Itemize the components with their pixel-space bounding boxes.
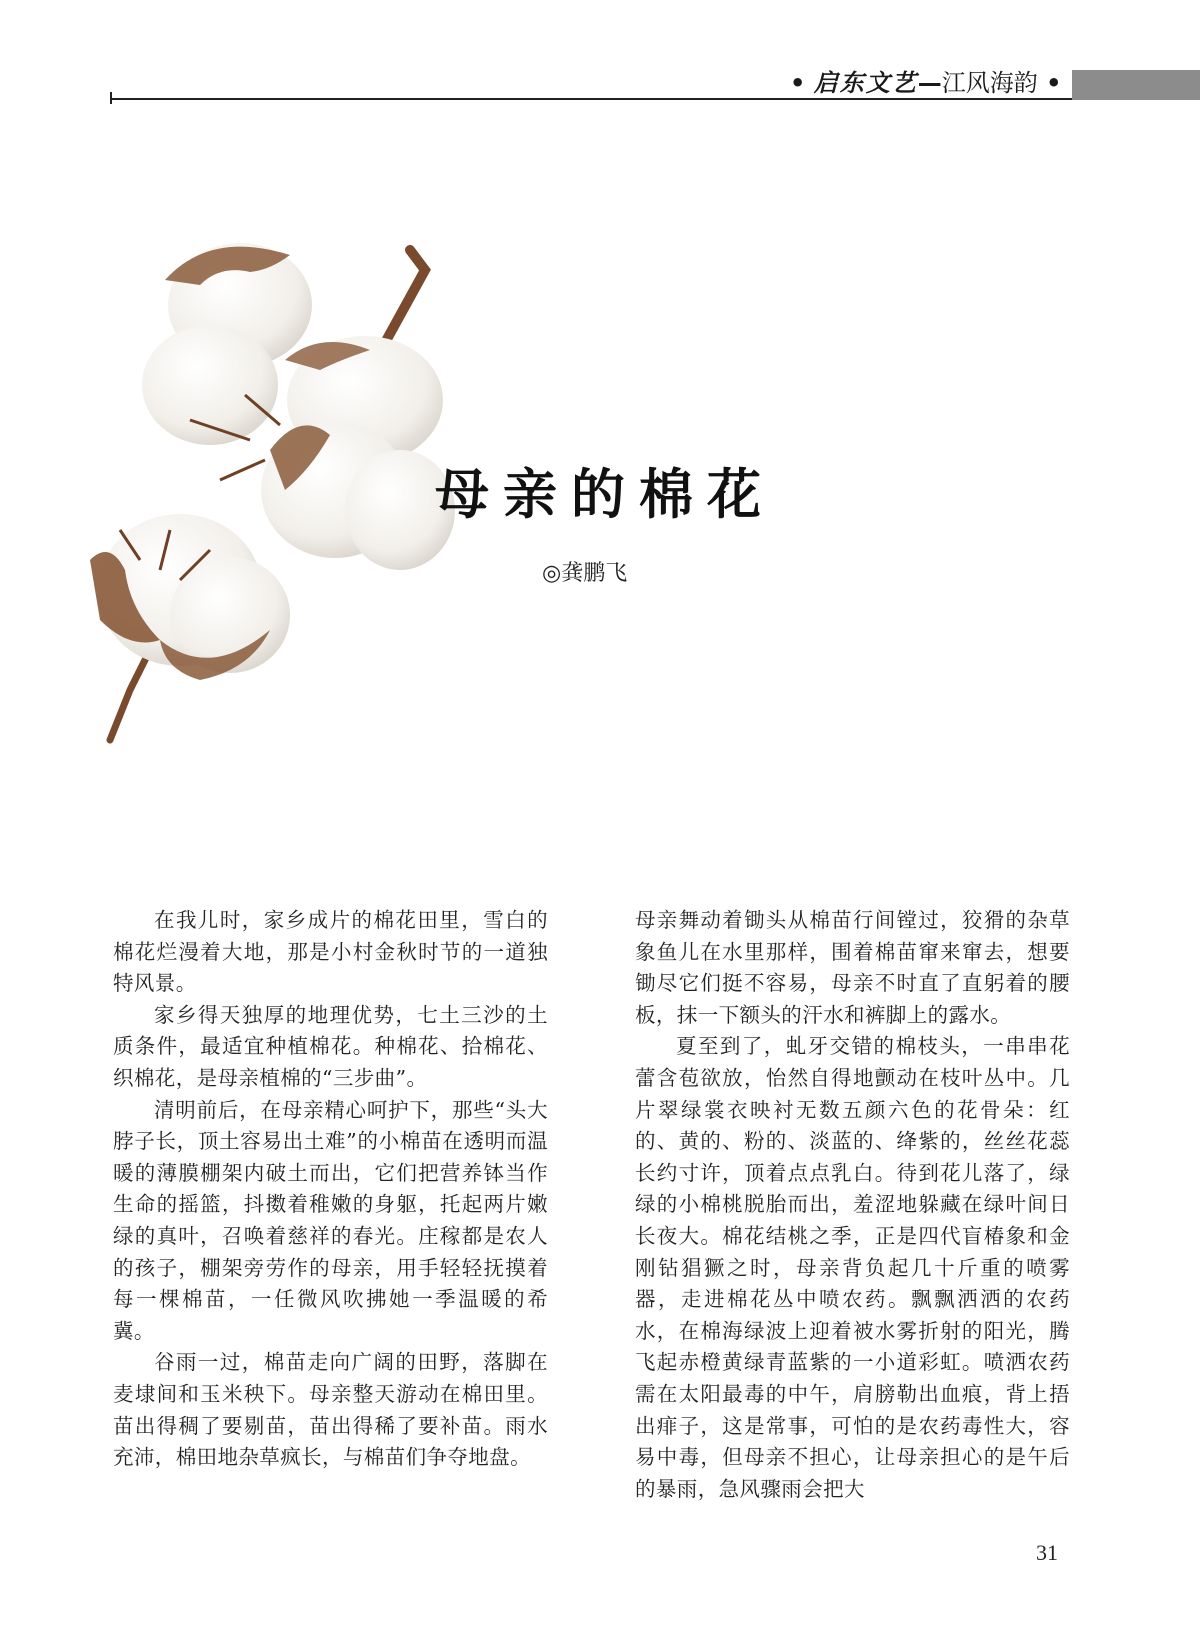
paragraph: 清明前后，在母亲精心呵护下，那些“头大脖子长，顶土容易出土难”的小棉苗在透明而温暖的薄膜棚架内破土而出，它们把营养钵当作生命的摇篮，抖擞着稚嫩的身躯，托起两片嫩绿的真叶，召唤着慈祥的春光。庄稼都是农人的孩子，棚架旁劳作的母亲，用手轻轻抚摸着每一棵棉苗，一任微风吹拂她一季温暖的希冀。: [113, 1097, 548, 1343]
header-bullet-right: •: [1046, 69, 1062, 97]
page-number: 31: [1036, 1540, 1058, 1565]
header-bullet-left: •: [790, 69, 806, 97]
paragraph: 谷雨一过，棉苗走向广阔的田野，落脚在麦埭间和玉米秧下。母亲整天游动在棉田里。苗出得稠了要剔苗，苗出得稀了要补苗。雨水充沛，棉田地杂草疯长，与棉苗们争夺地盘。: [113, 1350, 548, 1470]
paragraph: 在我儿时，家乡成片的棉花田里，雪白的棉花烂漫着大地，那是小村金秋时节的一道独特风景。: [113, 908, 548, 996]
article-byline: ◎龚鹏飞: [542, 561, 628, 586]
cotton-boll-lower: [90, 514, 290, 680]
paragraph: 夏至到了，虬牙交错的棉枝头，一串串花蕾含苞欲放，怡然自得地颤动在枝叶丛中。几片翠绿裳衣映衬无数五颜六色的花骨朵：红的、黄的、粉的、淡蓝的、绛紫的，丝丝花蕊长约寸许，顶着点点乳白。待到花儿落了，绿绿的小棉桃脱胎而出，羞涩地躲藏在绿叶间日长夜大。棉花结桃之季，正是四代盲椿象和金刚钻猖獗之时，母亲背负起几十斤重的喷雾器，走进棉花丛中喷农药。飘飘洒洒的农药水，在棉海绿波上迎着被水雾折射的阳光，腾飞起赤橙黄绿青蓝紫的一小道彩虹。喷洒农药需在太阳最毒的中午，肩膀勒出血痕，背上捂出痱子，这是常事，可怕的是农药毒性大，容易中毒，但母亲不担心，让母亲担心的是午后的暴雨，急风骤雨会把大: [635, 1034, 1070, 1501]
header-dash: —: [917, 69, 942, 97]
body-column-right: [635, 905, 1070, 1505]
header-grey-block: [1072, 70, 1200, 100]
paragraph-continuation: 母亲舞动着锄头从棉苗行间镗过，狡猾的杂草象鱼儿在水里那样，围着棉苗窜来窜去，想要锄尽它们挺不容易，母亲不时直了直躬着的腰板，抹一下额头的汗水和裤脚上的露水。: [635, 908, 1070, 1027]
header-title: [790, 66, 1061, 100]
body-column-left: [113, 905, 548, 1474]
article-title: 母亲的棉花: [435, 462, 775, 526]
header-column: 江风海韵: [941, 69, 1038, 97]
paragraph: 家乡得天独厚的地理优势，七土三沙的土质条件，最适宜种植棉花。种棉花、拾棉花、织棉花，是母亲植棉的“三步曲”。: [113, 1002, 548, 1090]
cotton-illustration: [70, 210, 490, 770]
header-section: 启东文艺: [813, 69, 918, 97]
cotton-stem: [110, 650, 150, 740]
